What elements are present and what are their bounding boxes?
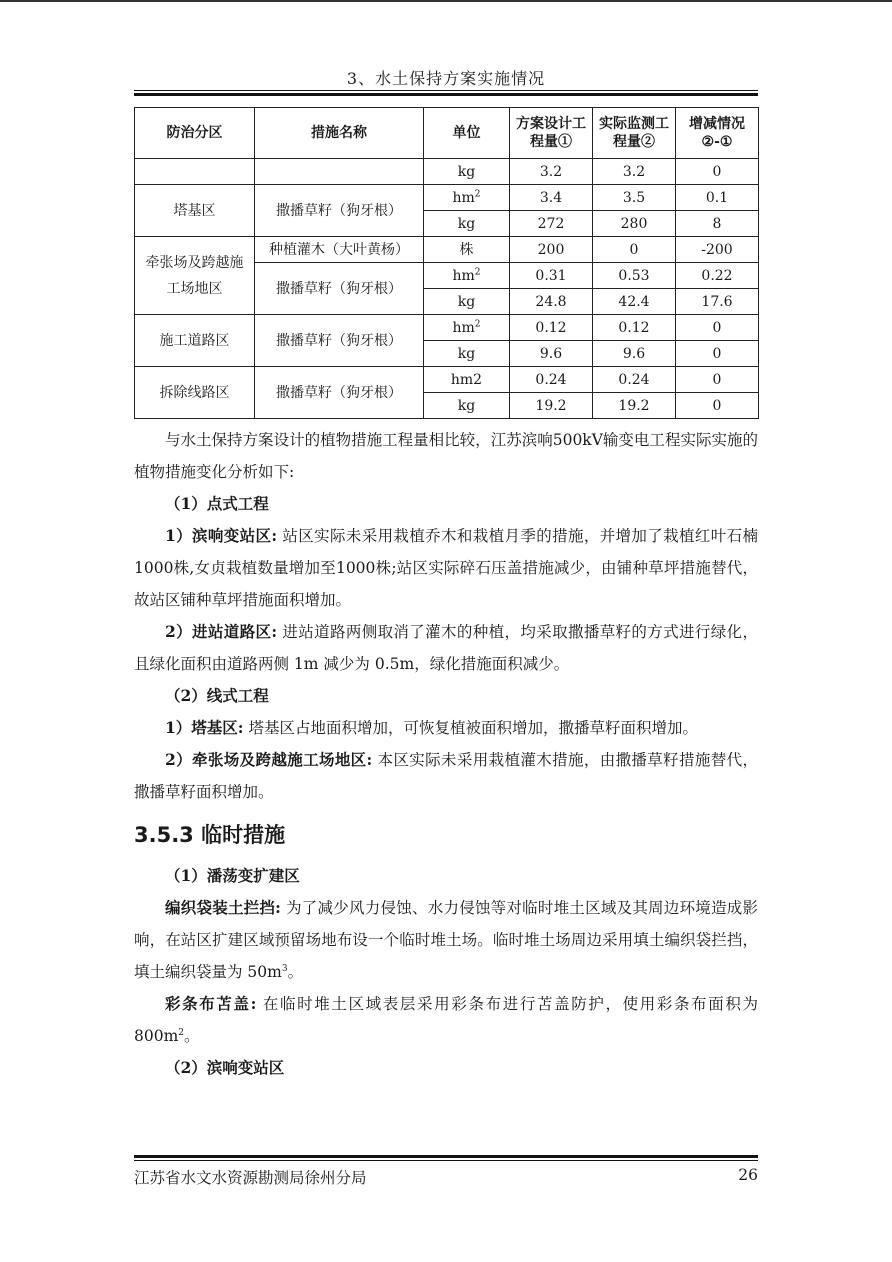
lead-tower-base: 1）塔基区: [165, 718, 244, 737]
diff-cell: 0.22 [676, 263, 759, 289]
diff-cell: 17.6 [676, 289, 759, 315]
unit-cell: hm2 [424, 367, 510, 393]
design-cell: 0.24 [510, 367, 593, 393]
header-rule-thin [134, 90, 758, 91]
unit-cell: kg [424, 289, 510, 315]
zone-cell: 塔基区 [135, 185, 255, 237]
running-header: 3、水土保持方案实施情况 [346, 69, 546, 88]
heading-pandang-expansion: （1）潘荡变扩建区 [165, 866, 300, 885]
diff-cell: 0 [676, 393, 759, 419]
unit-cell: kg [424, 393, 510, 419]
body-content [134, 424, 758, 1084]
col-header-unit: 单位 [424, 108, 510, 159]
paragraph-binxiang-station: 1）滨响变站区: 站区实际未采用栽植乔木和栽植月季的措施，并增加了栽植红叶石楠1000株,女贞栽植数量增加至1000株;站区实际碎石压盖措施减少，由铺种草坪措施替代，故站区铺种草坪措施面积增加。 [134, 526, 758, 609]
zone-cell: 拆除线路区 [135, 367, 255, 419]
design-cell: 0.31 [510, 263, 593, 289]
table-row [135, 315, 759, 341]
unit-cell: 株 [424, 237, 510, 263]
measure-cell: 种植灌木（大叶黄杨） [255, 237, 424, 263]
measure-cell: 撒播草籽（狗牙根） [255, 185, 424, 237]
paragraph-access-road: 2）进站道路区: 进站道路两侧取消了灌木的种植，均采取撒播草籽的方式进行绿化，且绿化面积由道路两侧 1m 减少为 0.5m，绿化措施面积减少。 [134, 622, 758, 673]
actual-cell: 19.2 [593, 393, 676, 419]
measure-cell: 撒播草籽（狗牙根） [255, 315, 424, 367]
heading-binxiang-station: （2）滨响变站区 [165, 1058, 285, 1077]
col-header-design: 方案设计工 程量① [510, 108, 593, 159]
section-title: 3.5.3 临时措施 [134, 823, 286, 847]
unit-cell: kg [424, 159, 510, 185]
diff-cell: 0 [676, 315, 759, 341]
table-row [135, 185, 759, 211]
lead-tension-site: 2）牵张场及跨越施工场地区: [165, 750, 373, 769]
lead-woven-bags: 编织袋装土拦挡: [165, 898, 281, 917]
unit-cell: $hm^2$ [424, 185, 510, 211]
diff-cell: 0 [676, 367, 759, 393]
actual-cell: 0.24 [593, 367, 676, 393]
lead-binxiang-station: 1）滨响变站区: [165, 526, 278, 545]
zone-cell [135, 159, 255, 185]
footer-organization: 江苏省水文水资源勘测局徐州分局 [134, 1169, 367, 1187]
heading-line-works: （2）线式工程 [165, 686, 269, 705]
actual-cell: 42.4 [593, 289, 676, 315]
diff-cell: 8 [676, 211, 759, 237]
paragraph-tarp-cover: 彩条布苫盖: 在临时堆土区域表层采用彩条布进行苫盖防护，使用彩条布面积为 $800m^2$。 [134, 994, 758, 1045]
col-header-zone: 防治分区 [135, 108, 255, 159]
table-row [135, 159, 759, 185]
vegetation-measures-table [134, 107, 759, 419]
unit-cell: $hm^2$ [424, 315, 510, 341]
diff-cell: 0 [676, 159, 759, 185]
lead-tarp-cover: 彩条布苫盖: [165, 994, 257, 1013]
top-edge-rule [0, 0, 892, 2]
paragraph-tension-site: 2）牵张场及跨越施工场地区: 本区实际未采用栽植灌木措施，由撒播草籽措施替代，撒播草籽面积增加。 [134, 750, 758, 801]
actual-cell: 280 [593, 211, 676, 237]
intro-paragraph: 与水土保持方案设计的植物措施工程量相比较，江苏滨响500kV输变电工程实际实施的植物措施变化分析如下: [134, 431, 758, 481]
design-cell: 3.2 [510, 159, 593, 185]
design-cell: 24.8 [510, 289, 593, 315]
actual-cell: 0.12 [593, 315, 676, 341]
diff-cell: 0.1 [676, 185, 759, 211]
table-header-row [135, 108, 759, 159]
header-rule-thick [134, 93, 758, 96]
table-row [135, 237, 759, 263]
actual-cell: 0.53 [593, 263, 676, 289]
col-header-actual: 实际监测工 程量② [593, 108, 676, 159]
measure-cell: 撒播草籽（狗牙根） [255, 367, 424, 419]
unit-cell: kg [424, 341, 510, 367]
footer-rule-thin [134, 1160, 758, 1161]
actual-cell: 3.2 [593, 159, 676, 185]
design-cell: 19.2 [510, 393, 593, 419]
actual-cell: 3.5 [593, 185, 676, 211]
unit-cell: kg [424, 211, 510, 237]
measure-cell [255, 159, 424, 185]
col-header-diff: 增减情况 ②-① [676, 108, 759, 159]
diff-cell: 0 [676, 341, 759, 367]
page-number: 26 [738, 1166, 758, 1184]
heading-point-works: （1）点式工程 [165, 494, 269, 513]
paragraph-tower-base: 1）塔基区: 塔基区占地面积增加，可恢复植被面积增加，撒播草籽面积增加。 [165, 718, 698, 737]
diff-cell: -200 [676, 237, 759, 263]
design-cell: 200 [510, 237, 593, 263]
zone-cell: 牵张场及跨越施 工场地区 [135, 237, 255, 315]
lead-access-road: 2）进站道路区: [165, 622, 278, 641]
table-row [135, 367, 759, 393]
measure-cell: 撒播草籽（狗牙根） [255, 263, 424, 315]
actual-cell: 0 [593, 237, 676, 263]
unit-cell: $hm^2$ [424, 263, 510, 289]
paragraph-woven-bags: 编织袋装土拦挡: 为了减少风力侵蚀、水力侵蚀等对临时堆土区域及其周边环境造成影响，在站区扩建区域预留场地布设一个临时堆土场。临时堆土场周边采用填土编织袋拦挡，填土编织袋量为 $50m^3$。 [134, 898, 758, 981]
actual-cell: 9.6 [593, 341, 676, 367]
design-cell: 3.4 [510, 185, 593, 211]
zone-cell: 施工道路区 [135, 315, 255, 367]
design-cell: 9.6 [510, 341, 593, 367]
col-header-measure: 措施名称 [255, 108, 424, 159]
design-cell: 0.12 [510, 315, 593, 341]
footer-rule-thick [134, 1155, 758, 1158]
design-cell: 272 [510, 211, 593, 237]
